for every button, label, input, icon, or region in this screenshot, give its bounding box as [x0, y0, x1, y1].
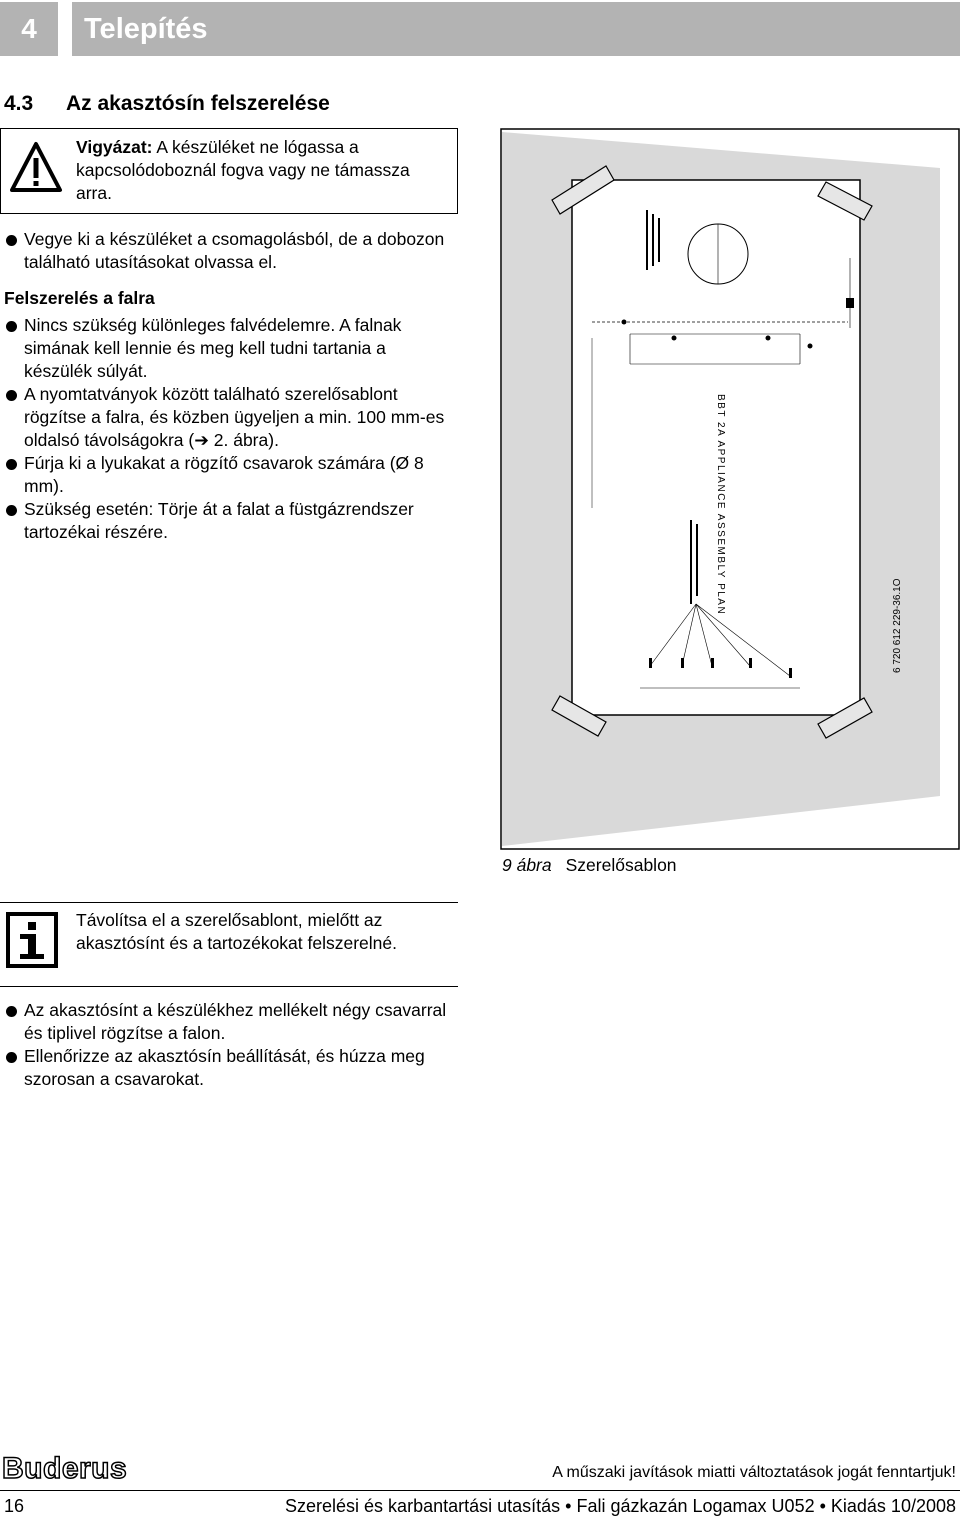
chapter-title: Telepítés	[84, 13, 208, 45]
section-title-text: Az akasztósín felszerelése	[66, 92, 330, 115]
bullet-icon	[6, 321, 17, 332]
figure-code: 6 720 612 229-36.1O	[892, 578, 903, 673]
subheading: Felszerelés a falra	[4, 288, 155, 308]
bullet-icon	[6, 505, 17, 516]
section-title	[4, 92, 330, 116]
bullet-list-top	[4, 228, 454, 274]
list-item: Vegye ki a készüléket a csomagolásból, de a dobozon található utasításokat olvassa el.	[4, 228, 454, 274]
warning-body: A készüléket ne lógassa a kapcsolódoboznál fogva vagy ne támassza arra.	[76, 137, 410, 203]
bullet-icon	[6, 390, 17, 401]
info-rule-top	[0, 902, 458, 903]
list-item: Szükség esetén: Törje át a falat a füstgázrendszer tartozékai részére.	[4, 498, 454, 544]
figure-caption-number: 9 ábra	[502, 855, 552, 875]
info-icon	[6, 912, 58, 968]
page-number: 16	[4, 1496, 25, 1516]
section-number: 4.3	[4, 92, 34, 115]
figure-caption	[502, 855, 677, 876]
bullet-icon	[6, 1052, 17, 1063]
warning-label: Vigyázat:	[76, 137, 153, 157]
footer-title: Szerelési és karbantartási utasítás • Fali gázkazán Logamax U052 • Kiadás 10/2008	[285, 1496, 956, 1516]
template-text: BBT 2A APPLIANCE ASSEMBLY PLAN	[715, 394, 726, 616]
bullet-icon	[6, 459, 17, 470]
info-text: Távolítsa el a szerelősablont, mielőtt az akasztósínt és a tartozékokat felszerelné.	[76, 910, 397, 953]
footer-rule	[0, 1490, 960, 1491]
list-item: Az akasztósínt a készülékhez mellékelt négy csavarral és tiplivel rögzítse a falon.	[4, 999, 454, 1045]
list-item: A nyomtatványok között található szerelősablont rögzítse a falra, és közben ügyeljen a min. 100 mm-es oldalsó távolságokra (➔ 2. ábra).	[4, 383, 454, 452]
list-item: Fúrja ki a lyukakat a rögzítő csavarok számára (Ø 8 mm).	[4, 452, 454, 498]
bullet-list-wall	[4, 314, 454, 544]
list-item: Ellenőrizze az akasztósín beállítását, és húzza meg szorosan a csavarokat.	[4, 1045, 454, 1091]
brand-logo: Buderus	[2, 1452, 128, 1485]
bullet-list-bottom	[4, 999, 454, 1091]
warning-text	[76, 136, 446, 205]
footer-note: A műszaki javítások miatti változtatások jogát fenntartjuk!	[552, 1464, 956, 1481]
list-item: Nincs szükség különleges falvédelemre. A falnak simának kell lennie és meg kell tudni tartania a készülék súlyát.	[4, 314, 454, 383]
warning-triangle-icon	[8, 140, 64, 196]
chapter-number: 4	[0, 2, 58, 56]
info-rule-bottom	[0, 986, 458, 987]
bullet-icon	[6, 1006, 17, 1017]
figure-caption-title: Szerelősablon	[565, 855, 677, 875]
bullet-icon	[6, 235, 17, 246]
mounting-template-figure	[500, 128, 960, 850]
